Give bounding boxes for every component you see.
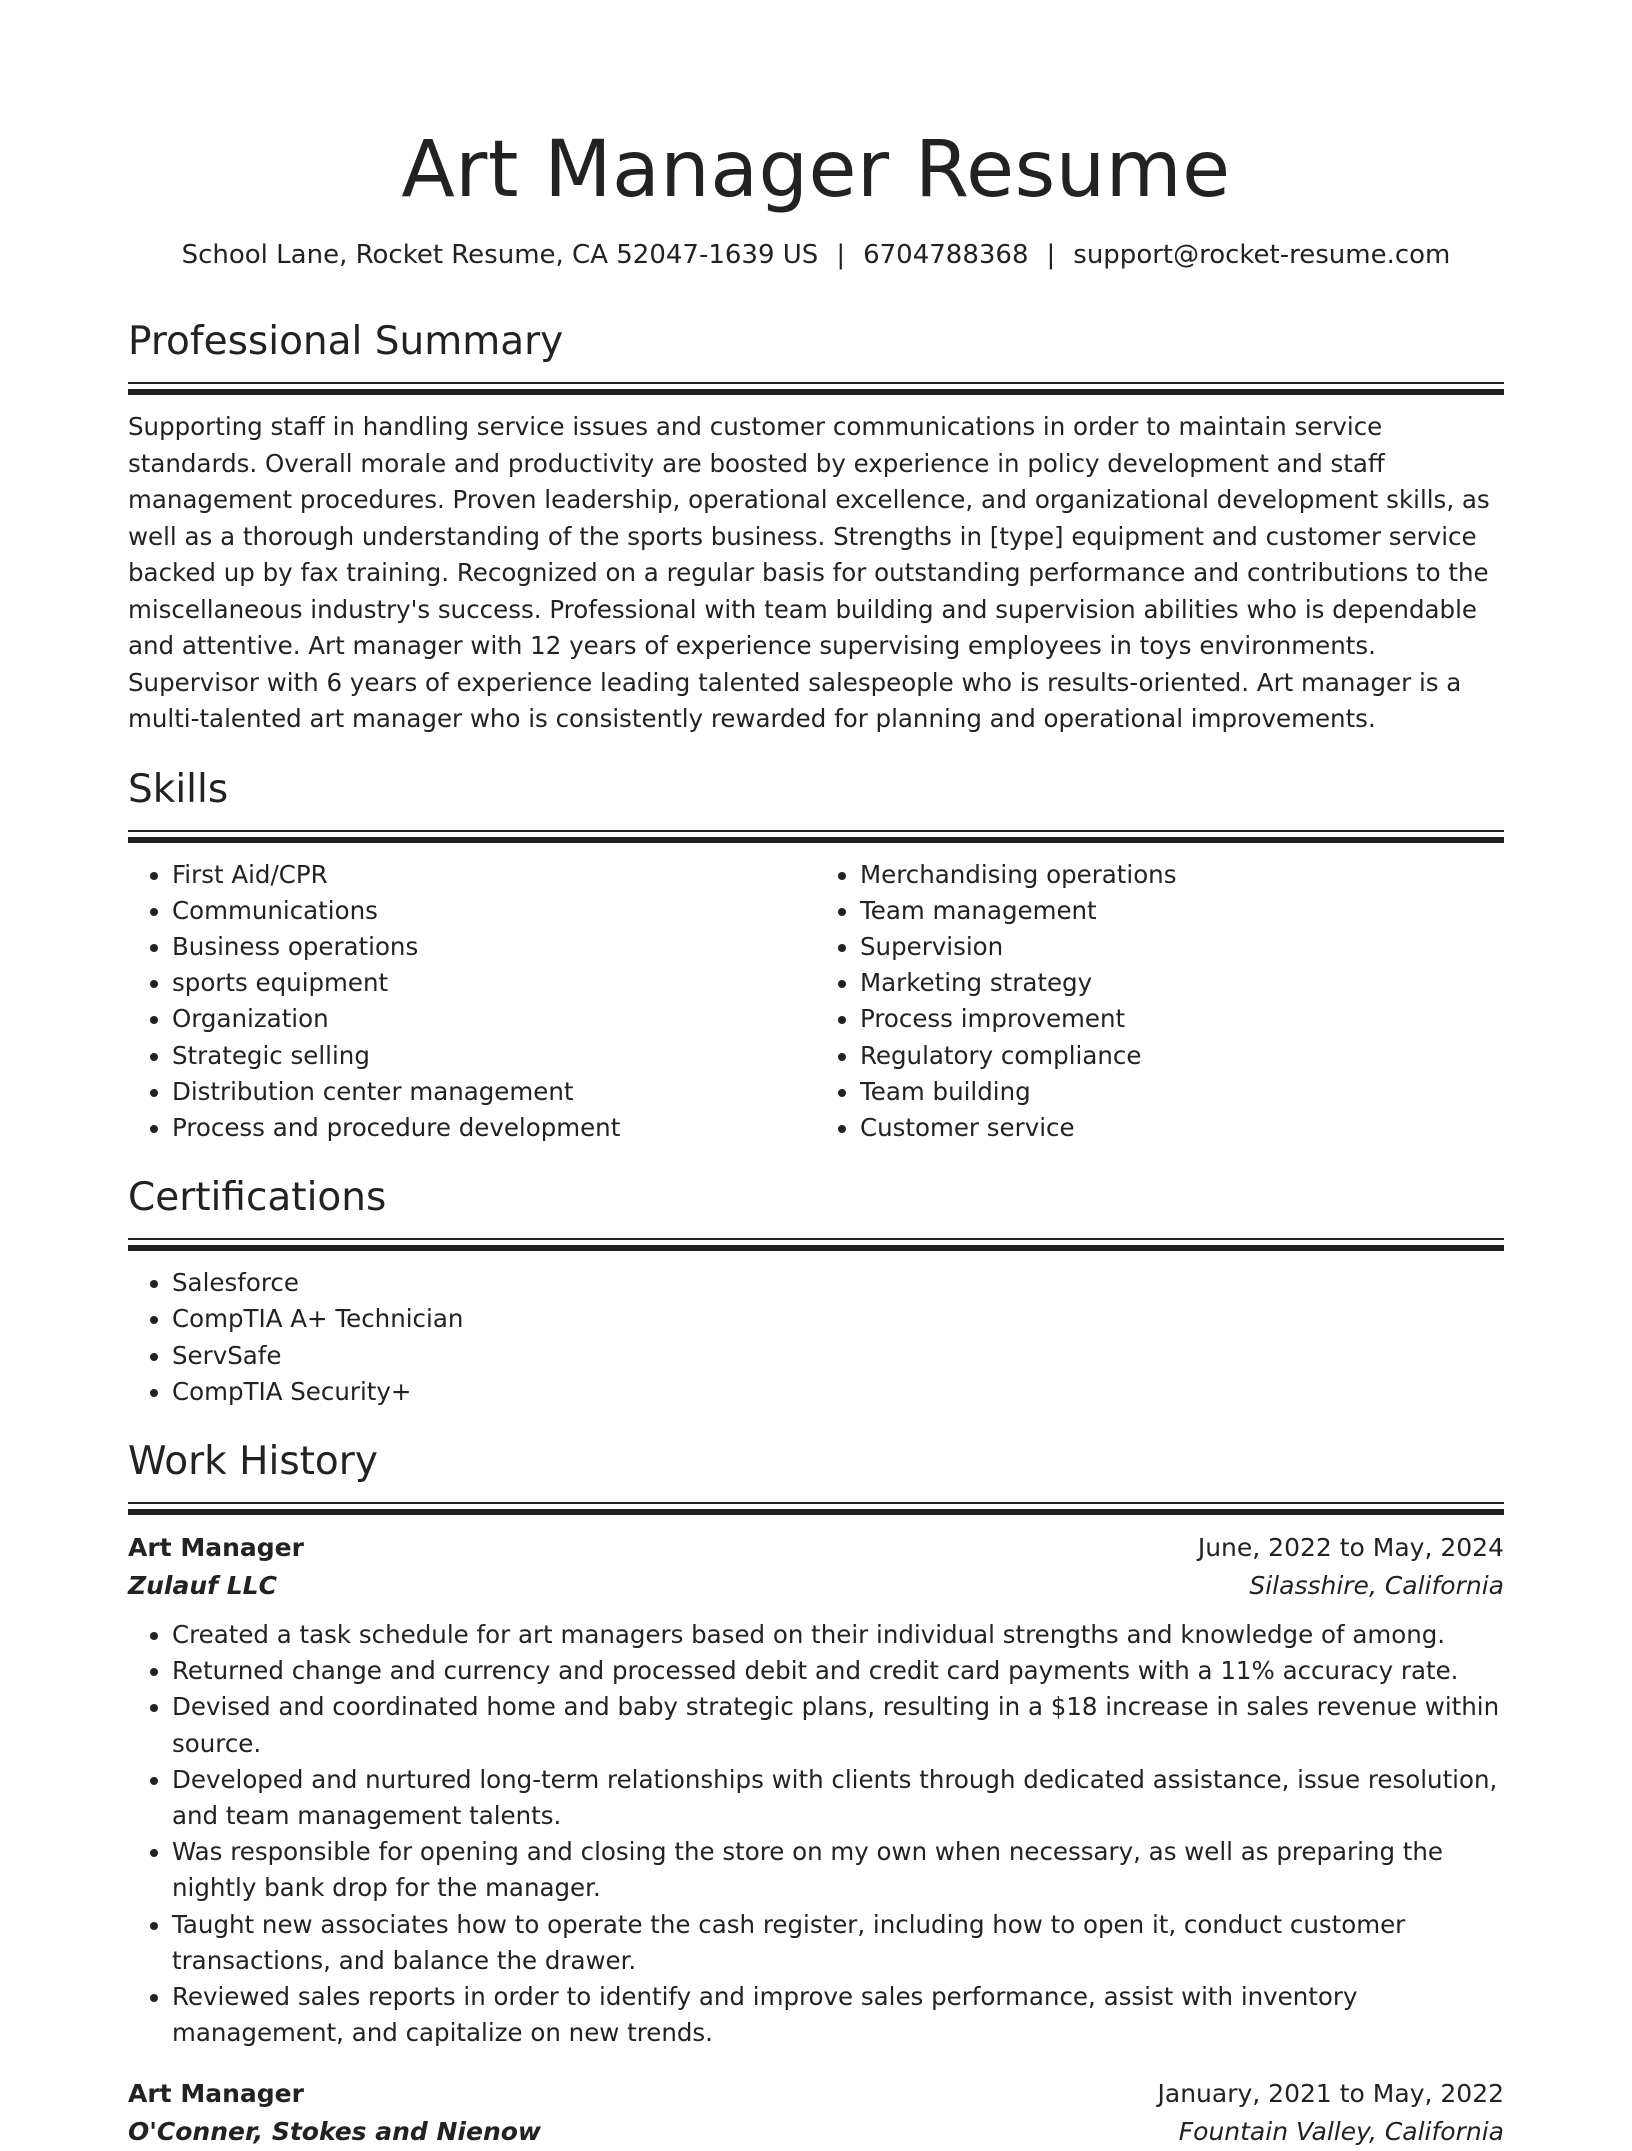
- job-company: O'Conner, Stokes and Nienow: [128, 2117, 542, 2147]
- contact-line: [128, 238, 1504, 272]
- skill-item: • First Aid/CPR: [172, 857, 816, 893]
- contact-separator: |: [1046, 240, 1056, 270]
- job-bullet: • Developed and nurtured long-term relationships with clients through dedicated assistance, issue resolution, and team management talents.: [172, 1762, 1504, 1834]
- contact-address: School Lane, Rocket Resume, CA 52047-1639 US: [181, 240, 819, 270]
- skill-item: • Customer service: [860, 1110, 1504, 1146]
- job-location: Fountain Valley, California: [1178, 2117, 1504, 2147]
- job-company: Zulauf LLC: [128, 1570, 277, 1600]
- section-heading: Work History: [128, 1438, 378, 1484]
- skill-item: • sports equipment: [172, 965, 816, 1001]
- job-entry: [128, 2075, 1504, 2151]
- job-dates: June, 2022 to May, 2024: [1197, 1532, 1504, 1562]
- certification-item: • CompTIA A+ Technician: [172, 1301, 1504, 1337]
- job-header: [128, 1529, 1504, 1567]
- skill-item: • Process improvement: [860, 1001, 1504, 1037]
- skill-item: • Supervision: [860, 929, 1504, 965]
- job-bullet: • Reviewed sales reports in order to identify and improve sales performance, assist with inventory management, and capitalize on new trends.: [172, 1979, 1504, 2051]
- job-dates: January, 2021 to May, 2022: [1157, 2079, 1504, 2109]
- skills-list-left: [128, 857, 816, 1147]
- contact-email[interactable]: support@rocket-resume.com: [1073, 240, 1451, 270]
- job-location: Silasshire, California: [1249, 1570, 1504, 1600]
- work-history-section: [128, 1436, 1504, 2151]
- job-bullet: • Taught new associates how to operate the cash register, including how to open it, conduct customer transactions, and balance the drawer.: [172, 1907, 1504, 1979]
- section-heading: Certifications: [128, 1175, 387, 1221]
- skill-item: • Process and procedure development: [172, 1110, 816, 1146]
- section-divider: [128, 1238, 1504, 1251]
- certifications-list: [128, 1265, 1504, 1410]
- summary-text: Supporting staff in handling service issues and customer communications in order to maintain service standards. Overall morale and productivity are boosted by experience in policy development and staff management procedures. Proven leadership, operational excellence, and organizational development skills, as well as a thorough understanding of the sports business. Strengths in [type] equipment and customer service backed up by fax training. Recognized on a regular basis for outstanding performance and contributions to the miscellaneous industry's success. Professional with team building and supervision abilities who is dependable and attentive. Art manager with 12 years of experience supervising employees in toys environments. Supervisor with 6 years of experience leading talented salespeople who is results-oriented. Art manager is a multi-talented art manager who is consistently rewarded for planning and operational improvements.: [128, 412, 1490, 733]
- certification-item: • Salesforce: [172, 1265, 1504, 1301]
- job-bullet: • Created a task schedule for art managers based on their individual strengths and knowledge of among.: [172, 1617, 1504, 1653]
- job-title: Art Manager: [128, 1532, 304, 1562]
- job-entry: [128, 1529, 1504, 2051]
- job-header: [128, 2075, 1504, 2113]
- section-divider: [128, 1502, 1504, 1515]
- skill-item: • Team management: [860, 893, 1504, 929]
- skill-item: • Business operations: [172, 929, 816, 965]
- skills-grid: [128, 857, 1504, 1147]
- job-bullet: • Was responsible for opening and closing the store on my own when necessary, as well as preparing the nightly bank drop for the manager.: [172, 1834, 1504, 1906]
- section-divider: [128, 382, 1504, 395]
- certifications-section: [128, 1172, 1504, 1410]
- section-divider: [128, 830, 1504, 843]
- skill-item: • Marketing strategy: [860, 965, 1504, 1001]
- professional-summary-section: [128, 316, 1504, 738]
- section-heading: Professional Summary: [128, 319, 564, 364]
- skill-item: • Regulatory compliance: [860, 1038, 1504, 1074]
- contact-separator: |: [836, 240, 846, 270]
- skill-item: • Merchandising operations: [860, 857, 1504, 893]
- skill-item: • Communications: [172, 893, 816, 929]
- certification-item: • CompTIA Security+: [172, 1374, 1504, 1410]
- skill-item: • Distribution center management: [172, 1074, 816, 1110]
- certification-item: • ServSafe: [172, 1338, 1504, 1374]
- job-bullet: • Devised and coordinated home and baby strategic plans, resulting in a $18 increase in sales revenue within source.: [172, 1689, 1504, 1761]
- resume-title: Art Manager Resume: [401, 125, 1231, 215]
- skills-list-right: [816, 857, 1504, 1147]
- skill-item: • Team building: [860, 1074, 1504, 1110]
- job-bullets: [128, 1617, 1504, 2051]
- section-heading: Skills: [128, 766, 229, 812]
- job-bullet: • Returned change and currency and processed debit and credit card payments with a 11% accuracy rate.: [172, 1653, 1504, 1689]
- skills-section: [128, 764, 1504, 1147]
- job-subheader: [128, 1567, 1504, 1605]
- skill-item: • Organization: [172, 1001, 816, 1037]
- skill-item: • Strategic selling: [172, 1038, 816, 1074]
- job-subheader: [128, 2113, 1504, 2151]
- contact-phone: 6704788368: [863, 240, 1029, 270]
- job-title: Art Manager: [128, 2079, 304, 2109]
